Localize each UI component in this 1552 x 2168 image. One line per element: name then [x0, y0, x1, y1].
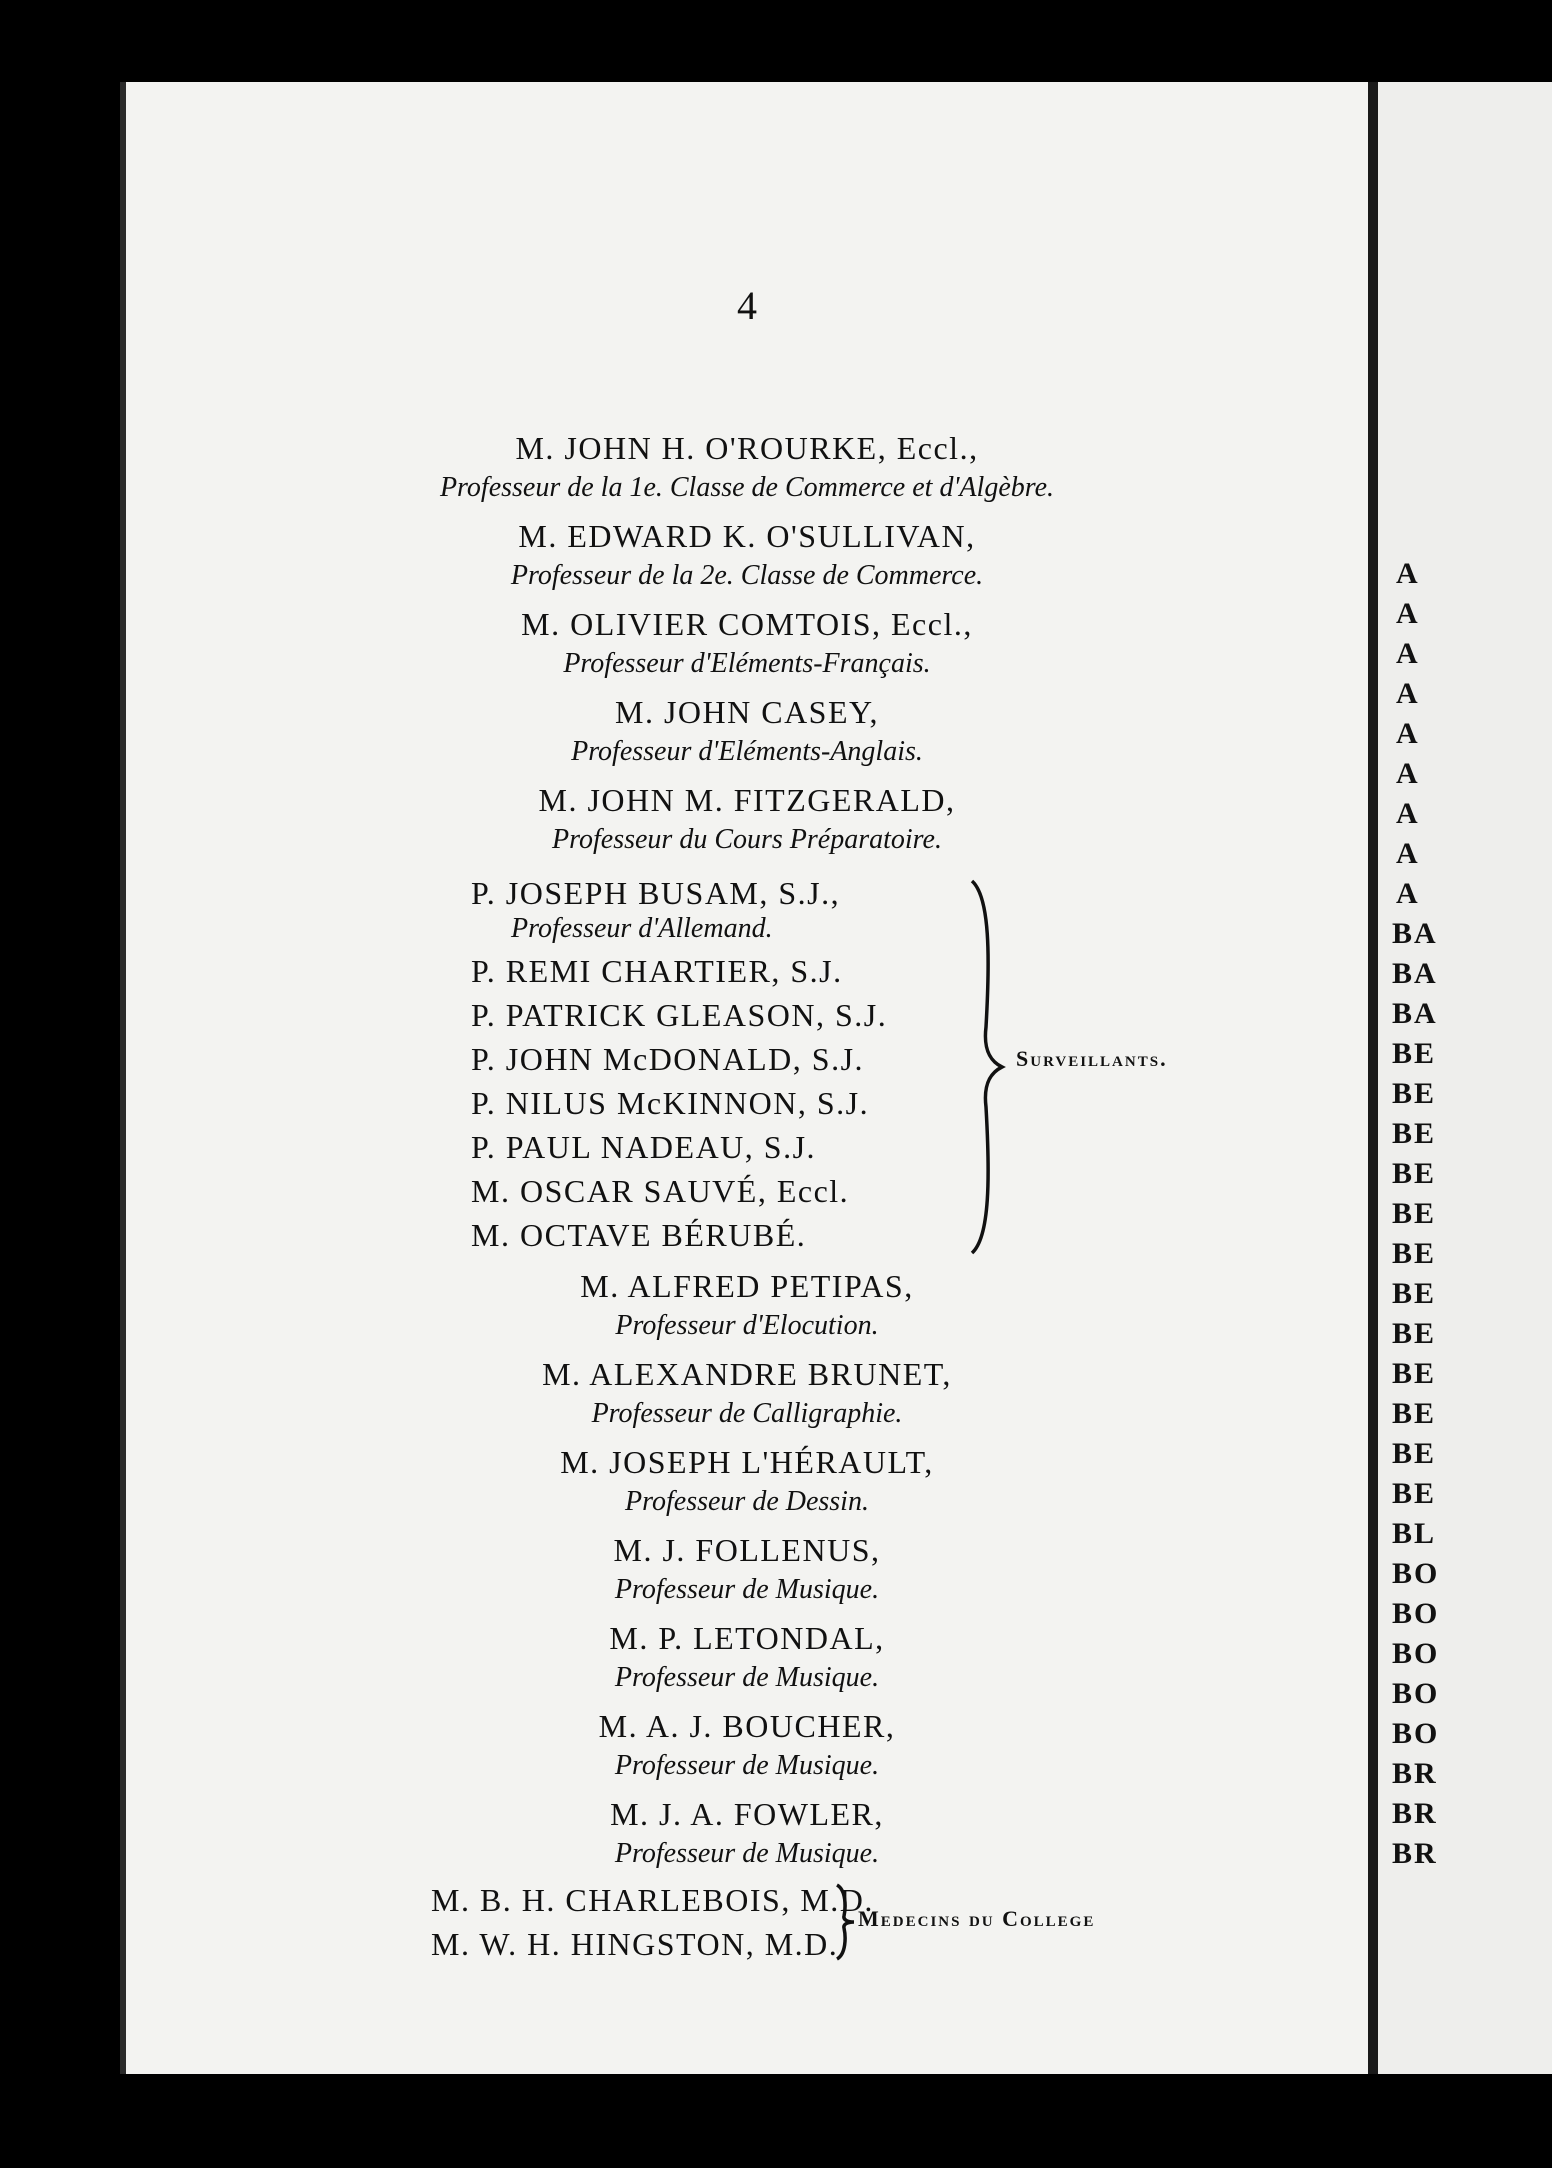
facing-page-fragment: BR [1392, 1757, 1438, 1790]
surveillant-name: P. PAUL NADEAU, S.J. [471, 1129, 817, 1165]
facing-page-fragment: BE [1392, 1077, 1437, 1110]
facing-page-fragment: A [1396, 757, 1420, 790]
facing-page-fragment: BO [1392, 1677, 1440, 1710]
faculty-title: Professeur de Dessin. [625, 1486, 869, 1517]
facing-page-fragment: BO [1392, 1557, 1440, 1590]
facing-page-fragment: BA [1392, 917, 1438, 950]
facing-page-fragment: BO [1392, 1717, 1440, 1750]
faculty-name: M. ALFRED PETIPAS, [580, 1268, 914, 1304]
surveillants-label: Surveillants. [1016, 1046, 1168, 1071]
faculty-entry [126, 603, 1368, 683]
faculty-entry [126, 427, 1368, 507]
faculty-title: Professeur de Musique. [614, 1662, 880, 1693]
faculty-title: Professeur de Musique. [614, 1574, 880, 1605]
surveillant-name: M. OCTAVE BÉRUBÉ. [471, 1217, 807, 1253]
faculty-entry [126, 1617, 1368, 1697]
faculty-name: M. J. A. FOWLER, [610, 1796, 884, 1832]
facing-page-edge [1378, 82, 1552, 2074]
medecins-label: Medecins du College [858, 1906, 1096, 1931]
facing-page-fragment: A [1396, 877, 1420, 910]
faculty-name: M. P. LETONDAL, [609, 1620, 885, 1656]
facing-page-fragment: BO [1392, 1637, 1440, 1670]
facing-page-fragment: BA [1392, 997, 1438, 1030]
facing-page-fragment: BA [1392, 957, 1438, 990]
faculty-title: Professeur de Musique. [614, 1750, 880, 1781]
faculty-entry [126, 779, 1368, 859]
faculty-name: M. J. FOLLENUS, [613, 1532, 881, 1568]
faculty-name: M. ALEXANDRE BRUNET, [542, 1356, 952, 1392]
faculty-entry [126, 1441, 1368, 1521]
medecin-name: M. B. H. CHARLEBOIS, M.D. [431, 1882, 874, 1918]
facing-page-fragment: BE [1392, 1197, 1437, 1230]
facing-page-fragment: BE [1392, 1317, 1437, 1350]
faculty-title: Professeur de Calligraphie. [591, 1398, 903, 1429]
surveillant-name: P. JOSEPH BUSAM, S.J., [471, 875, 841, 911]
faculty-name: M. JOHN M. FITZGERALD, [538, 782, 956, 818]
faculty-title: Professeur d'Eléments-Français. [563, 648, 931, 679]
facing-page-fragment: BR [1392, 1797, 1438, 1830]
page-number: 4 [737, 283, 757, 328]
scan-border [120, 2074, 1552, 2168]
facing-page-fragment: A [1396, 637, 1420, 670]
surveillants-brace [968, 877, 1008, 1257]
facing-page-fragment: BL [1392, 1517, 1437, 1550]
faculty-title: Professeur de la 2e. Classe de Commerce. [510, 560, 984, 591]
faculty-entry [126, 1353, 1368, 1433]
faculty-entry [126, 1705, 1368, 1785]
facing-page-fragment: BE [1392, 1117, 1437, 1150]
faculty-title: Professeur de la 1e. Classe de Commerce et d'Algèbre. [439, 472, 1055, 503]
faculty-entry [126, 1793, 1368, 1873]
faculty-title: Professeur du Cours Préparatoire. [552, 824, 942, 855]
faculty-name: M. EDWARD K. O'SULLIVAN, [518, 518, 976, 554]
medecin-name: M. W. H. HINGSTON, M.D. [431, 1926, 839, 1962]
facing-page-fragment: BE [1392, 1037, 1437, 1070]
faculty-entry [126, 1265, 1368, 1345]
facing-page-fragment: BE [1392, 1277, 1437, 1310]
faculty-title: Professeur de Musique. [614, 1838, 880, 1869]
surveillant-name: P. NILUS McKINNON, S.J. [471, 1085, 870, 1121]
facing-page-fragment: A [1396, 717, 1420, 750]
surveillant-name: M. OSCAR SAUVÉ, Eccl. [471, 1173, 850, 1209]
surveillant-name: P. REMI CHARTIER, S.J. [471, 953, 843, 989]
facing-page-fragment: A [1396, 597, 1420, 630]
facing-page-fragment: BE [1392, 1477, 1437, 1510]
facing-page-fragment: BE [1392, 1437, 1437, 1470]
faculty-name: M. JOHN H. O'ROURKE, Eccl., [515, 430, 979, 466]
facing-page-fragment: A [1396, 557, 1420, 590]
facing-page-fragment: BE [1392, 1397, 1437, 1430]
medecins-brace [834, 1882, 858, 1962]
facing-page-fragment: BO [1392, 1597, 1440, 1630]
facing-page-fragment: BE [1392, 1157, 1437, 1190]
faculty-name: M. JOSEPH L'HÉRAULT, [560, 1444, 934, 1480]
facing-page-fragment: A [1396, 677, 1420, 710]
faculty-name: M. OLIVIER COMTOIS, Eccl., [521, 606, 973, 642]
faculty-entry [126, 691, 1368, 771]
facing-page-fragment: BE [1392, 1357, 1437, 1390]
facing-page-fragment: A [1396, 797, 1420, 830]
surveillant-title: Professeur d'Allemand. [511, 913, 773, 944]
faculty-entry [126, 515, 1368, 595]
faculty-title: Professeur d'Eléments-Anglais. [571, 736, 923, 767]
facing-page-fragment: BR [1392, 1837, 1438, 1870]
facing-page-fragment: BE [1392, 1237, 1437, 1270]
faculty-title: Professeur d'Elocution. [615, 1310, 879, 1341]
faculty-name: M. JOHN CASEY, [614, 694, 879, 730]
faculty-name: M. A. J. BOUCHER, [598, 1708, 896, 1744]
surveillant-name: P. PATRICK GLEASON, S.J. [471, 997, 888, 1033]
left-page [120, 82, 1368, 2074]
surveillant-name: P. JOHN McDONALD, S.J. [471, 1041, 865, 1077]
facing-page-fragment: A [1396, 837, 1420, 870]
faculty-entry [126, 1529, 1368, 1609]
book-gutter [1368, 82, 1378, 2074]
